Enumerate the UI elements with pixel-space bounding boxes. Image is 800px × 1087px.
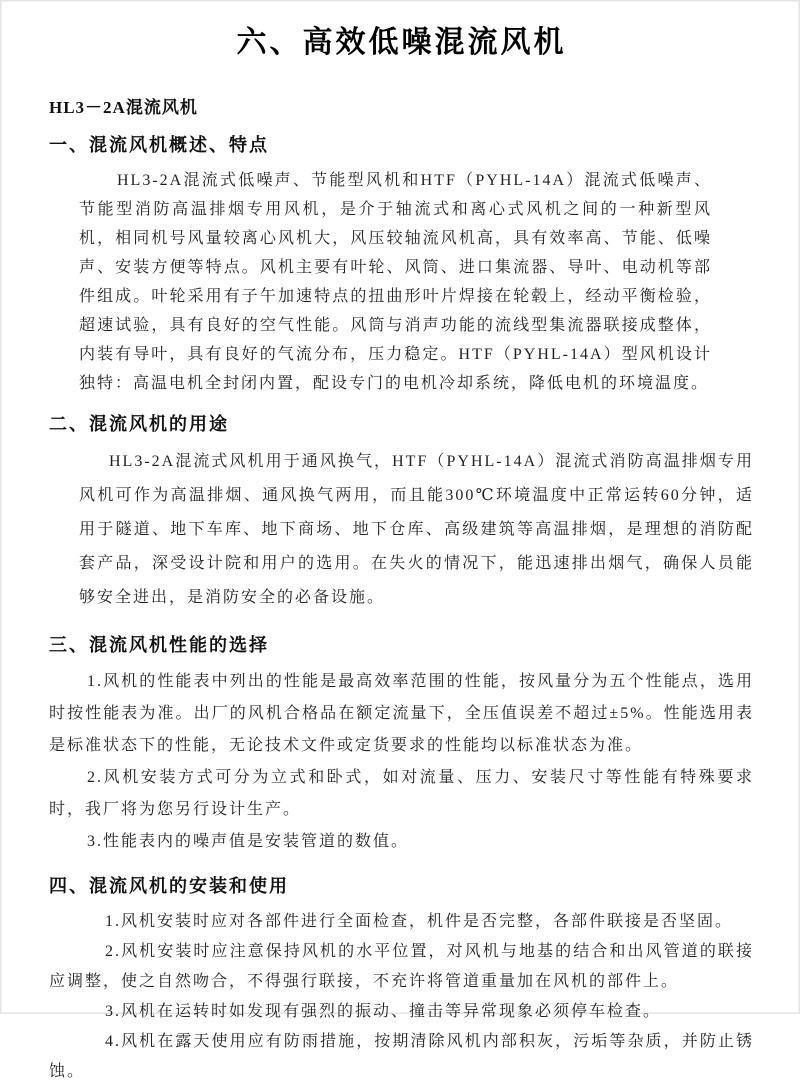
installation-note-1: 1.风机安装时应对各部件进行全面检查，机件是否完整，各部件联接是否坚固。 <box>105 913 734 930</box>
section-overview-paragraph: HL3-2A混流式低噪声、节能型风机和HTF（PYHL-14A）混流式低噪声、节能型消防高温排烟专用风机，是介于轴流式和离心式风机之间的一种新型风机，相同机号风量较离心风机大，风压较轴流风机高，具有效率高、节能、低噪声、安装方便等特点。风机主要有叶轮、风筒、进口集流器、导叶、电动机等部件组成。叶轮采用有子午加速特点的扭曲形叶片焊接在轮毂上，经动平衡检验，超速试验，具有良好的空气性能。风筒与消声功能的流线型集流器联接成整体，内装有导叶，具有良好的气流分布，压力稳定。HTF（PYHL-14A）型风机设计独特：高温电机全封闭内置，配设专门的电机冷却系统，降低电机的环境温度。 <box>79 172 712 392</box>
section-installation-heading: 四、混流风机的安装和使用 <box>49 876 289 896</box>
installation-note-2: 2.风机安装时应注意保持风机的水平位置，对风机与地基的结合和出风管道的联接应调整，使之自然吻合，不得强行联接，不充许将管道重量加在风机的部件上。 <box>49 943 754 990</box>
document-title: 六、高效低噪混流风机 <box>236 26 567 59</box>
model-heading: HL3－2A混流风机 <box>49 98 198 117</box>
performance-note-3: 3.性能表内的噪声值是安装管道的数值。 <box>87 833 410 850</box>
section-usage-heading: 二、混流风机的用途 <box>49 414 229 434</box>
section-performance-selection <box>49 631 754 858</box>
performance-note-2: 2.风机安装方式可分为立式和卧式，如对流量、压力、安装尺寸等性能有特殊要求时，我厂将为您另行设计生产。 <box>49 769 754 818</box>
installation-note-3: 3.风机在运转时如发现有强烈的振动、撞击等异常现象必须停车检查。 <box>105 1003 662 1020</box>
section-installation-usage <box>49 872 754 1087</box>
section-overview-heading: 一、混流风机概述、特点 <box>49 135 269 155</box>
section-performance-heading: 三、混流风机性能的选择 <box>49 635 269 655</box>
section-usage <box>49 410 754 615</box>
section-overview <box>49 131 754 398</box>
installation-note-4: 4.风机在露天使用应有防雨措施，按期清除风机内部积灰，污垢等杂质，并防止锈蚀。 <box>49 1033 754 1080</box>
performance-note-1: 1.风机的性能表中列出的性能是最高效率范围的性能，按风量分为五个性能点，选用时按性能表为准。出厂的风机合格品在额定流量下，全压值误差不超过±5%。性能选用表是标准状态下的性能，无论技术文件或定货要求的性能均以标准状态为准。 <box>49 673 754 754</box>
section-usage-paragraph: HL3-2A混流式风机用于通风换气，HTF（PYHL-14A）混流式消防高温排烟专用风机可作为高温排烟、通风换气两用，而且能300℃环境温度中正常运转60分钟，适用于隧道、地下车库、地下商场、地下仓库、高级建筑等高温排烟，是理想的消防配套产品，深受设计院和用户的选用。在失火的情况下，能迅速排出烟气，确保人员能够安全进出，是消防安全的必备设施。 <box>79 453 754 606</box>
